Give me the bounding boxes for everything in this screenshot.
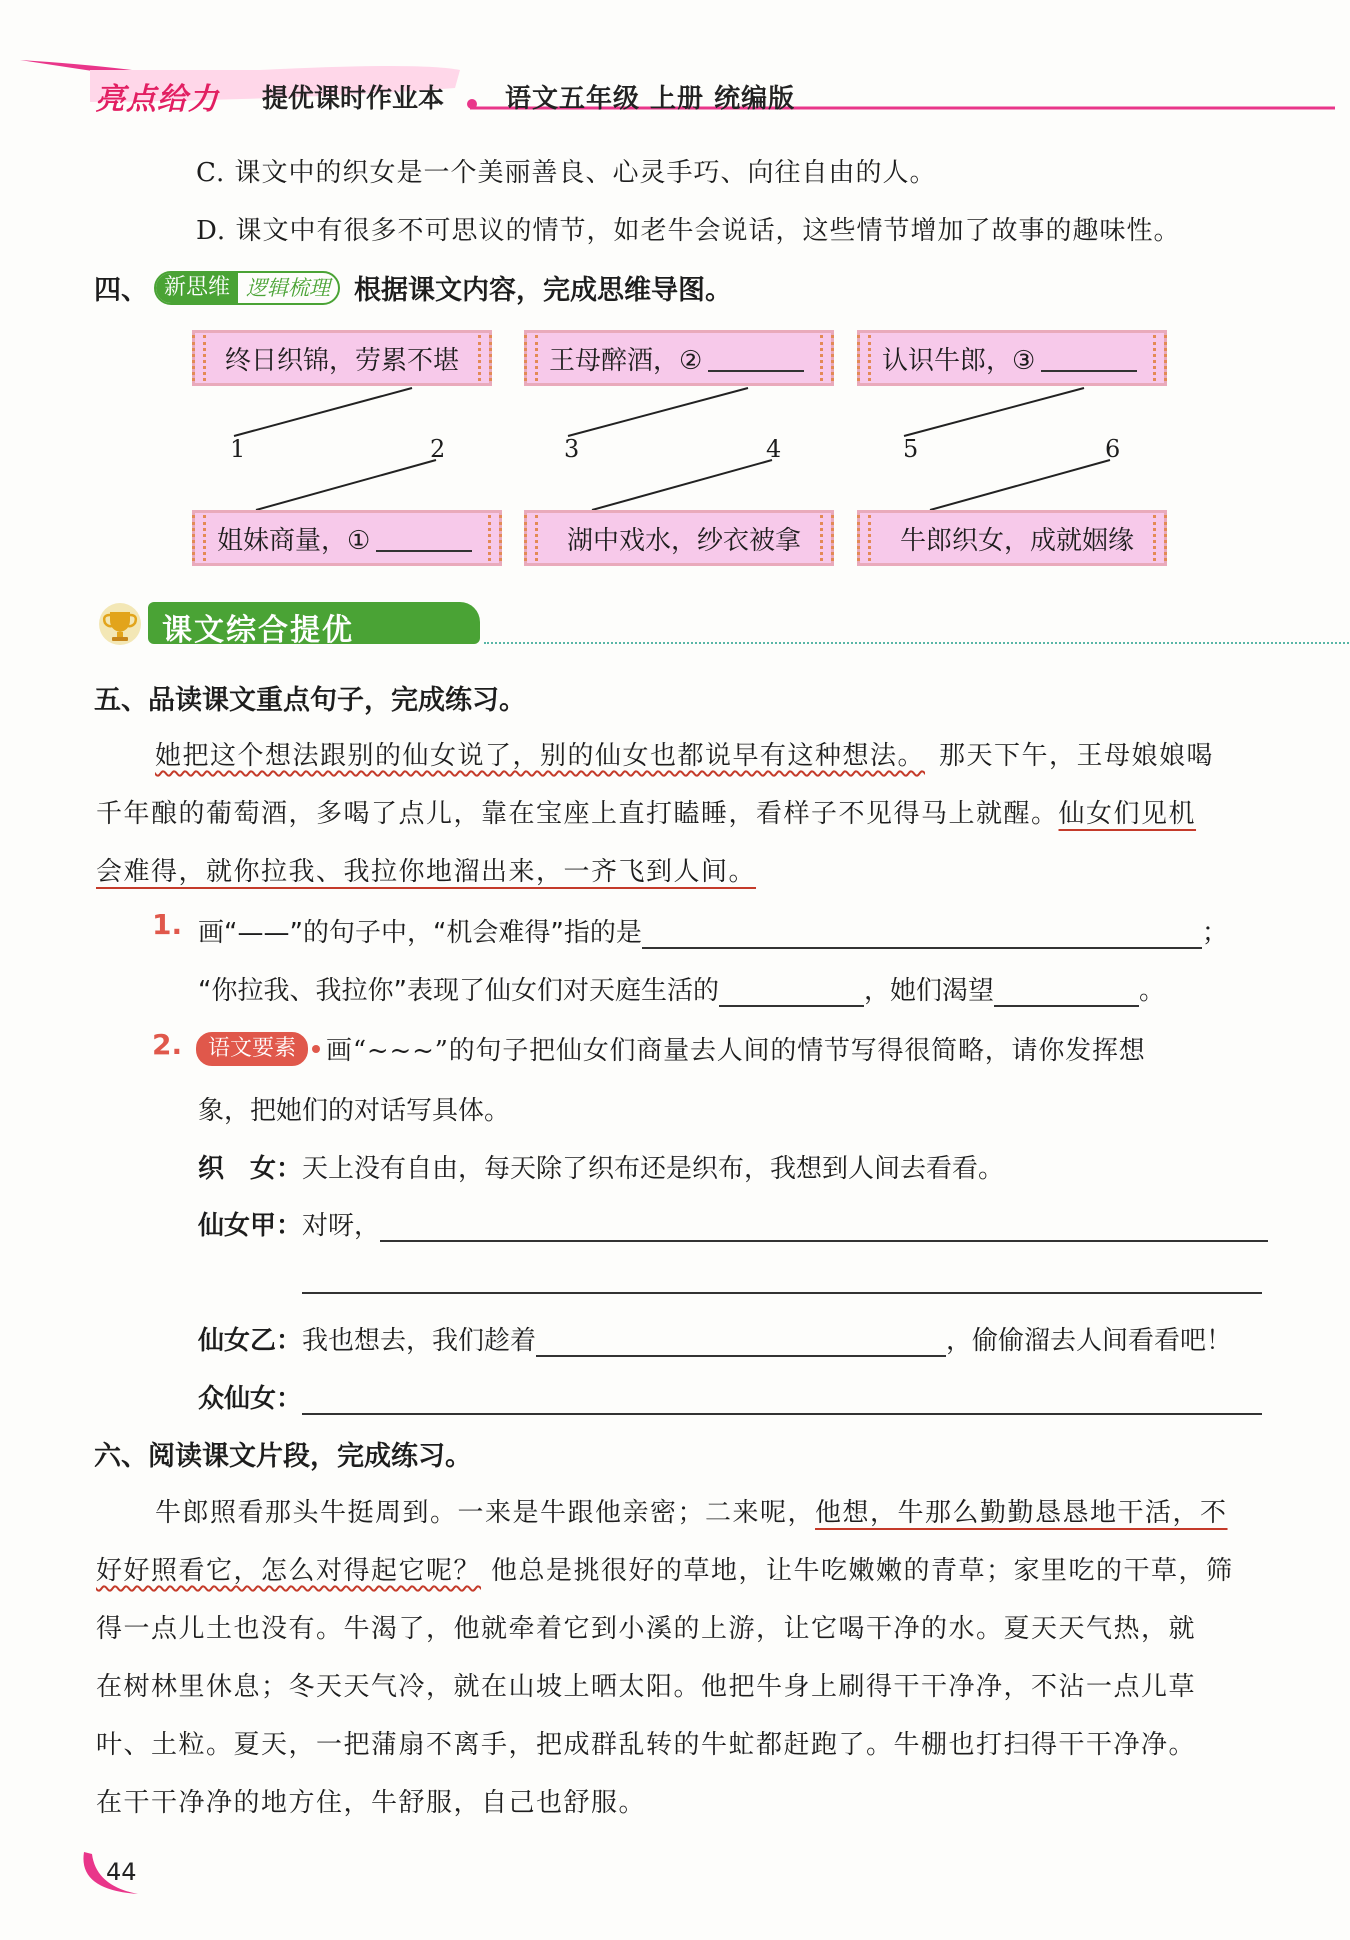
section4-heading [94, 268, 732, 307]
section5-para-line2-plain: 千年酿的葡萄酒，多喝了点儿，靠在宝座上直打瞌睡，看样子不见得马上就醒。 [96, 799, 1059, 829]
section6-line1-plain: 牛郎照看那头牛挺周到。一来是牛跟他亲密；二来呢， [155, 1498, 816, 1528]
section6-underlined-sentence-start: 他想，牛那么勤勤恳恳地干活，不 [815, 1498, 1228, 1528]
page-number: 44 [106, 1858, 137, 1886]
mindmap-box-bottom-1 [192, 510, 502, 566]
mindmap-box-bottom-2-label: 湖中戏水，纱衣被拿 [567, 525, 802, 556]
section6-line6: 在干干净净的地方住，牛舒服，自己也舒服。 [96, 1788, 647, 1818]
mindmap-num-6: 6 [1105, 435, 1121, 463]
dialog-a-text: 对呀， [302, 1211, 381, 1241]
section6-line3: 得一点儿土也没有。牛渴了，他就牵着它到小溪的上游，让它喝干净的水。夏天天气热，就 [96, 1614, 1197, 1644]
mindmap-box-top-2-label: 王母醉酒，② [549, 345, 703, 376]
q1-blank-desire[interactable] [994, 979, 1139, 1007]
q1-line1-text: 画“——”的句子中，“机会难得”指的是 [198, 918, 642, 948]
q1-line1 [198, 912, 1228, 949]
q2-line1-text: 画“~~~”的句子把仙女们商量去人间的情节写得很简略，请你发挥想 [326, 1036, 1146, 1066]
section-banner [96, 600, 1256, 648]
option-d: D. 课文中有很多不可思议的情节，如老牛会说话，这些情节增加了故事的趣味性。 [196, 216, 1181, 246]
section6-wavy-sentence: 好好照看它，怎么对得起它呢？ [96, 1556, 482, 1586]
section6-line4: 在树林里休息；冬天天气冷，就在山坡上晒太阳。他把牛身上刷得干干净净，不沾一点儿草 [96, 1672, 1197, 1702]
banner-dotted-line [484, 642, 1350, 644]
header-brand: 亮点给力 [95, 82, 219, 117]
banner-title: 课文综合提优 [162, 613, 354, 648]
option-c: C. 课文中的织女是一个美丽善良、心灵手巧、向往自由的人。 [196, 158, 937, 188]
section6-line1 [155, 1492, 1228, 1529]
mindmap [0, 320, 1350, 580]
q2-tag: 语文要素 [196, 1032, 308, 1066]
section6-line2-plain: 他总是挑很好的草地，让牛吃嫩嫩的青草；家里吃的干草，筛 [491, 1556, 1234, 1586]
section5-underlined-sentence-end: 会难得，就你拉我、我拉你地溜出来，一齐飞到人间。 [96, 857, 757, 887]
section5-para-line3 [96, 851, 756, 888]
section5-wavy-sentence: 她把这个想法跟别的仙女说了，别的仙女也都说早有这种想法。 [155, 741, 926, 771]
dialog-zhinv [198, 1148, 1004, 1185]
dialog-zhinv-text: 天上没有自由，每天除了织布还是织布，我想到人间去看看。 [302, 1154, 1005, 1184]
dialog-a-blank-line2[interactable] [302, 1292, 1262, 1294]
q1-blank-meaning[interactable] [642, 921, 1202, 949]
header-series: 提优课时作业本 [262, 84, 445, 114]
section6-line5: 叶、土粒。夏天，一把蒲扇不离手，把成群乱转的牛虻都赶跑了。牛棚也打扫得干干净净。 [96, 1730, 1197, 1760]
dialog-a-name: 仙女甲： [198, 1211, 303, 1241]
dialog-b-end: ，偷偷溜去人间看看吧！ [946, 1326, 1233, 1356]
mindmap-num-1: 1 [230, 435, 246, 463]
section5-para-line1 [155, 735, 1214, 772]
dialog-zhinv-name: 织 女： [198, 1154, 303, 1184]
mindmap-num-5: 5 [903, 435, 919, 463]
q2-line1 [196, 1030, 1146, 1067]
mindmap-num-2: 2 [430, 435, 446, 463]
section4-tag-main: 新思维 [156, 273, 238, 303]
dialog-a-blank[interactable] [380, 1214, 1268, 1242]
q1-line2-mid: ，她们渴望 [863, 976, 994, 1006]
section4-tag [154, 271, 340, 305]
q1-line1-end: ； [1201, 918, 1228, 948]
mindmap-box-bottom-1-label: 姐妹商量，① [217, 525, 371, 556]
section5-title: 五、品读课文重点句子，完成练习。 [94, 685, 526, 716]
mindmap-box-top-1-label: 终日织锦，劳累不堪 [225, 345, 460, 376]
mindmap-num-3: 3 [564, 435, 580, 463]
section6-title: 六、阅读课文片段，完成练习。 [94, 1441, 472, 1472]
dialog-c [198, 1378, 1262, 1415]
dialog-b-name: 仙女乙： [198, 1326, 303, 1356]
q2-tag-dot [312, 1045, 320, 1053]
q1-number: 1. [152, 908, 183, 941]
section4-prefix: 四、 [94, 275, 148, 306]
q1-line2 [198, 970, 1165, 1007]
mindmap-box-bottom-2 [524, 510, 834, 566]
dialog-b-blank[interactable] [536, 1329, 946, 1357]
q2-number: 2. [152, 1028, 183, 1061]
trophy-icon [96, 602, 144, 646]
section5-para-line1-rest: 那天下午，王母娘娘喝 [939, 741, 1215, 771]
mindmap-box-bottom-3-label: 牛郎织女，成就姻缘 [900, 525, 1135, 556]
mindmap-box-top-3-label: 认识牛郎，③ [882, 345, 1036, 376]
q1-line2-end: 。 [1138, 976, 1165, 1006]
section4-tag-sub: 逻辑梳理 [246, 275, 331, 300]
q1-line2-text: “你拉我、我拉你”表现了仙女们对天庭生活的 [198, 976, 719, 1006]
dialog-c-blank[interactable] [302, 1387, 1262, 1415]
section4-title: 根据课文内容，完成思维导图。 [354, 275, 733, 306]
header-subject: 语文五年级 上册 统编版 [505, 84, 796, 114]
dialog-b-text: 我也想去，我们趁着 [302, 1326, 537, 1356]
mindmap-box-bottom-3 [857, 510, 1167, 566]
mindmap-num-4: 4 [766, 435, 782, 463]
section5-para-line2 [96, 793, 1196, 830]
dialog-c-name: 众仙女： [198, 1384, 303, 1414]
q1-blank-attitude[interactable] [719, 979, 864, 1007]
section5-underlined-sentence-start: 仙女们见机 [1058, 799, 1197, 829]
dialog-a [198, 1205, 1268, 1242]
mindmap-blank-1[interactable] [376, 524, 472, 552]
q2-line2: 象，把她们的对话写具体。 [198, 1096, 511, 1126]
page-header [0, 0, 1350, 130]
dialog-b [198, 1320, 1232, 1357]
section6-line2 [96, 1550, 1234, 1587]
